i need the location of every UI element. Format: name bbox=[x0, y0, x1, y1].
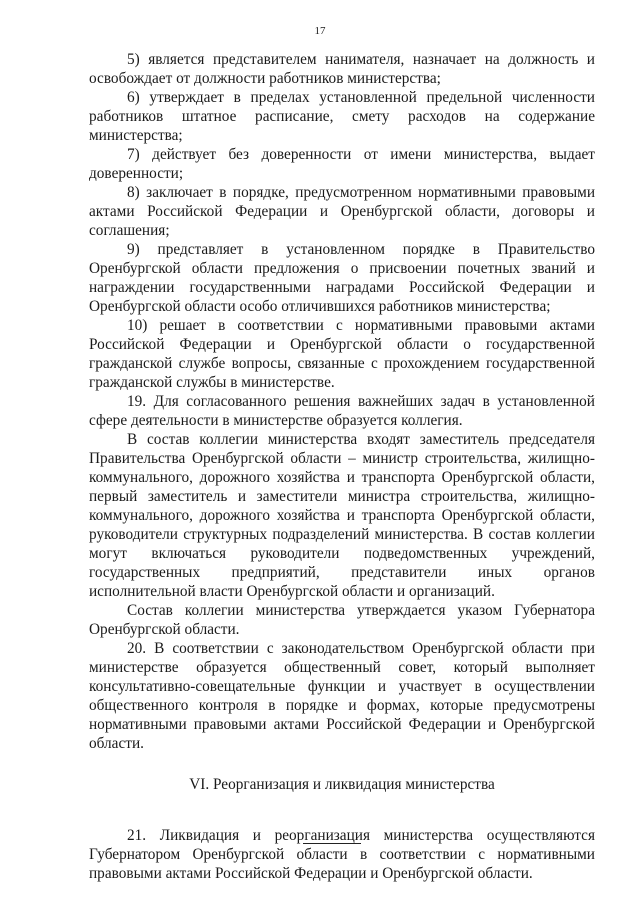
document-body bbox=[89, 50, 595, 883]
paragraph-collegium-composition: В состав коллегии министерства входят заместитель председателя Правительства Оренбургской области – министр строительства, жилищно-коммунального, дорожного хозяйства и транспорта Оренбургской области, первый заместитель и заместители министра строительства, жилищно-коммунального, дорожного хозяйства и транспорта Оренбургской области, руководители структурных подразделений министерства. В состав коллегии могут включаться руководители подведомственных учреждений, государственных предприятий, представители иных органов исполнительной власти Оренбургской области и организаций. bbox=[89, 431, 595, 600]
closing-divider-line bbox=[303, 843, 361, 844]
paragraph-item-6: 6) утверждает в пределах установленной предельной численности работников штатное расписание, смету расходов на содержание министерства; bbox=[89, 89, 595, 144]
section-heading: VI. Реорганизация и ликвидация министерства bbox=[189, 776, 495, 793]
paragraph-item-10: 10) решает в соответствии с нормативными правовыми актами Российской Федерации и Оренбургской области о государственной гражданской службе вопросы, связанные с прохождением государственной гражданской службы в министерстве. bbox=[89, 317, 595, 391]
paragraph-clause-21: 21. Ликвидация и реорганизация министерства осуществляются Губернатором Оренбургской области в соответствии с нормативными правовыми актами Российской Федерации и Оренбургской области. bbox=[89, 827, 595, 882]
page-number: 17 bbox=[314, 25, 326, 37]
paragraph-item-5: 5) является представителем нанимателя, назначает на должность и освобождает от должности работников министерства; bbox=[89, 51, 595, 87]
paragraph-item-8: 8) заключает в порядке, предусмотренном нормативными правовыми актами Российской Федерации и Оренбургской области, договоры и соглашения; bbox=[89, 184, 595, 239]
paragraph-item-7: 7) действует без доверенности от имени министерства, выдает доверенности; bbox=[89, 146, 595, 182]
paragraph-item-9: 9) представляет в установленном порядке в Правительство Оренбургской области предложения о присвоении почетных званий и награждении государственными наградами Российской Федерации и Оренбургской области особо отличившихся работников министерства; bbox=[89, 241, 595, 315]
paragraph-clause-19: 19. Для согласованного решения важнейших задач в установленной сфере деятельности в министерстве образуется коллегия. bbox=[89, 393, 595, 429]
paragraph-clause-20: 20. В соответствии с законодательством Оренбургской области при министерстве образуется общественный совет, который выполняет консультативно-совещательные функции и участвует в осуществлении общественного контроля в порядке и формах, которые предусмотрены нормативными правовыми актами Российской Федерации и Оренбургской области. bbox=[89, 640, 595, 752]
paragraph-collegium-approval: Состав коллегии министерства утверждается указом Губернатора Оренбургской области. bbox=[89, 602, 595, 638]
